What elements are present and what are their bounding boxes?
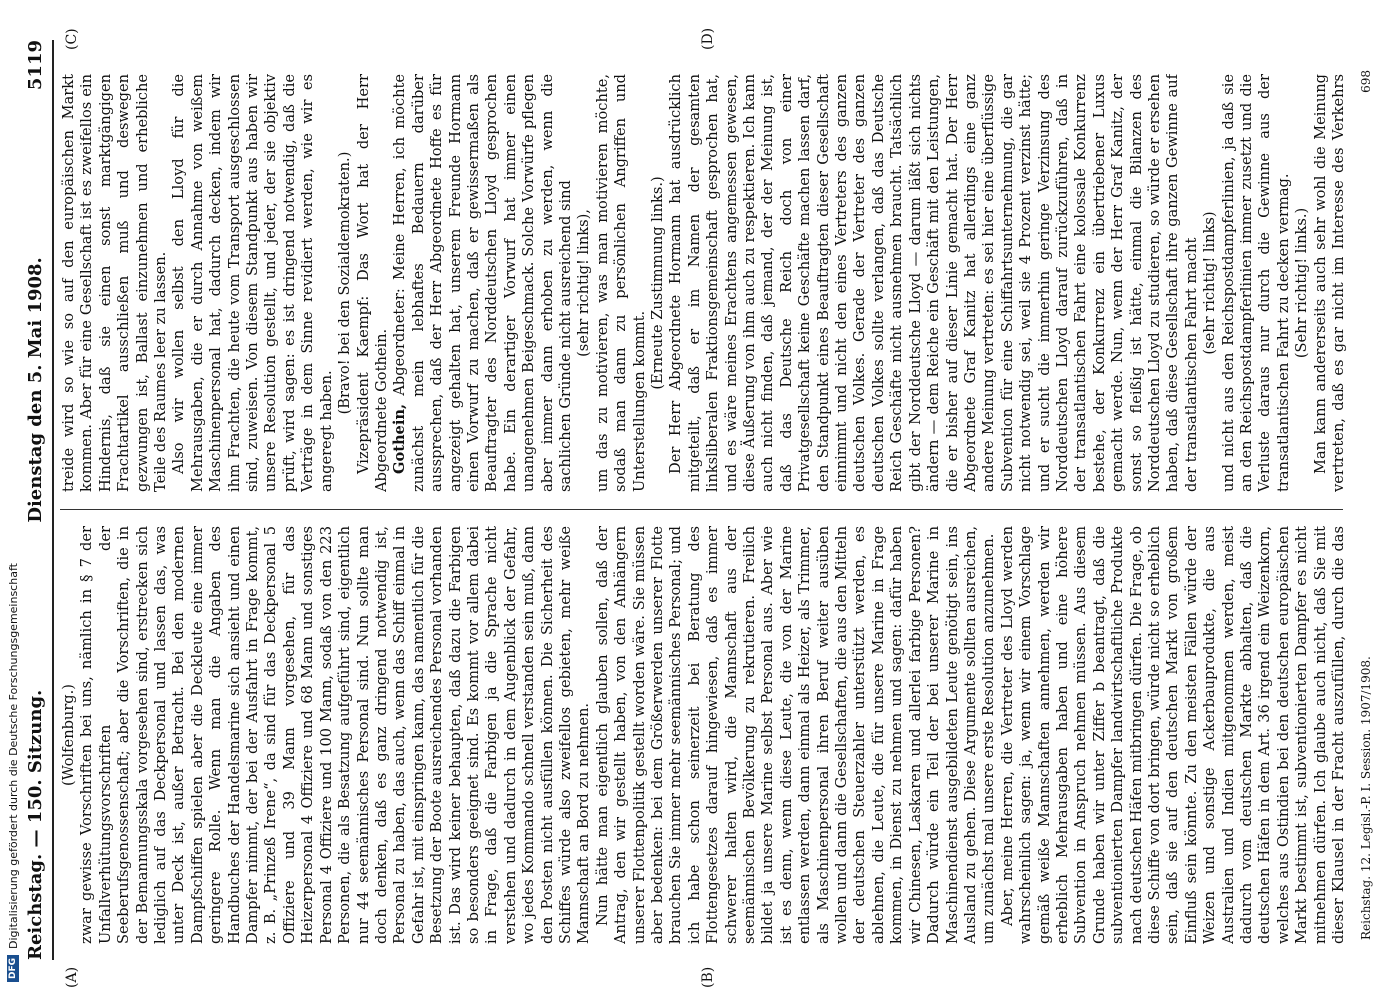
applause-note: (sehr richtig! links)	[1201, 211, 1219, 355]
footer-left: Reichstag. 12. Legisl.-P. I. Session. 1907/1908.	[1359, 656, 1373, 940]
applause-note: (sehr richtig! links),	[575, 209, 593, 357]
header-date: Dienstag den 5. Mai 1908.	[25, 257, 46, 523]
speaker-name: Gothein,	[391, 403, 409, 474]
applause-note: (Erneute Zustimmung links.)	[649, 176, 666, 390]
header-left: Reichstag. — 150. Sitzung.	[25, 689, 46, 960]
right-column	[60, 74, 1347, 492]
left-paragraph: Nun hätte man eigentlich glauben sollen, daß der Antrag, den wir gestellt haben, von den Anhängern unserer Flottenpolitik gestellt worden wäre. Sie müssen aber bedenken: bei dem Größerwerden unserer Flotte brauchen Sie immer mehr seemännisches Personal; und ich habe schon seinerzeit bei Beratung des Flottengesetzes darauf hingewiesen, daß es immer schwerer halten wird, die Mannschaft aus der seemännischen Bevölkerung zu rekrutieren. Freilich bildet ja unsere Marine selbst Personal aus. Aber wie ist es denn, wenn diese Leute, die von der Marine entlassen werden, dann einmal als Heizer, als Trimmer, als Maschinenpersonal ihren Beruf weiter ausüben wollen und dann die Gesellschaften, die aus den Mitteln der deutschen Steuerzahler unterstützt werden, es ablehnen, die Leute, die für unsere Marine in Frage kommen, in Dienst zu nehmen und sagen: dafür haben wir Chinesen, Laskaren und allerlei farbige Personen? Dadurch würde ein Teil der bei unserer Marine in Maschinendienst ausgebildeten Leute genötigt sein, ins Ausland zu gehen. Diese Argumente sollten ausreichen, um zunächst mal unsere erste Resolution anzunehmen.	[593, 526, 998, 944]
margin-letter-b: (B)	[700, 966, 716, 988]
right-paragraph: und nicht aus den Reichspostdampferlinien, ja daß sie an den Reichspostdampferlinien immer zusetzt und die Verluste daraus nur durch die Gewinne aus der transatlantischen Fahrt zu decken vermag.	[1219, 74, 1292, 492]
column-divider	[60, 509, 1343, 510]
digitization-credit	[4, 0, 22, 1000]
left-paragraph: zwar gewisse Vorschriften bei uns, nämlich in § 7 der Unfallverhütungsvorschriften der Seeberufsgenossenschaft; aber die Vorschriften, die in der Bemannungsskala vorgesehen sind, erstrecken sich lediglich auf das Deckpersonal und lassen das, was unter Deck ist, außer Betracht. Bei den modernen Dampfschiffen spielen aber die Deckleute eine immer geringere Rolle. Wenn man die Angaben des Handbuches der Handelsmarine sich ansieht und einen Dampfer nimmt, der bei der Ausfahrt in Frage kommt, z. B. „Prinzeß Irene“, da sind für das Deckpersonal 5 Offiziere und 39 Mann vorgesehen, für das Heizerpersonal 4 Offiziere und 68 Mann und sonstiges Personal 4 Offiziere und 100 Mann, sodaß von den 223 Personen, die als Besatzung aufgeführt sind, eigentlich nur 44 seemännisches Personal sind. Nun sollte man doch denken, daß es ganz dringend notwendig ist, Personal zu haben, das auch, wenn das Schiff einmal in Gefahr ist, mit einspringen kann, das namentlich für die Besetzung der Boote ausreichendes Personal vorhanden ist. Das wird keiner behaupten, daß dazu die Farbigen so besonders geeignet sind. Es kommt vor allem dabei in Frage, daß die Farbigen ja die Sprache nicht verstehen und dadurch in dem Augenblick der Gefahr, wo jedes Kommando schnell verstanden sein muß, dann den Posten nicht ausfüllen können. Die Sicherheit des Schiffes würde also zweifellos gebieten, mehr weiße Mannschaft an Bord zu nehmen.	[78, 526, 593, 944]
right-paragraph: Der Herr Abgeordnete Hormann hat ausdrücklich mitgeteilt, daß er im Namen der gesamten linksliberalen Fraktionsgemeinschaft gesprochen hat, und es wäre meines Erachtens angemessen gewesen, diese Äußerung von ihm auch zu respektieren. Ich kann auch nicht finden, daß jemand, der der Meinung ist, daß das Deutsche Reich doch von einer Privatgesellschaft keine Geschäfte machen lassen darf, den Standpunkt eines Beauftragten dieser Gesellschaft einnimmt und nicht den eines Vertreters des ganzen deutschen Volkes. Gerade der Vertreter des ganzen deutschen Volkes sollte verlangen, daß das Deutsche Reich Geschäfte nicht ausnehmen braucht. Tatsächlich gibt der Norddeutsche Lloyd — darum läßt sich nichts ändern — dem Reiche ein Geschäft mit den Leistungen, die er bisher auf dieser Linie gemacht hat. Der Herr Abgeordnete Graf Kanitz hat allerdings eine ganz andere Meinung vertreten: es sei hier eine überflüssige Subvention für eine Schiffahrtsunternehmung, die gar nicht notwendig sei, weil sie 4 Prozent verzinst hätte; und er sucht die immerhin geringe Verzinsung des Norddeutschen Lloyd darauf zurückzuführen, daß in der transatlantischen Fahrt eine kolossale Konkurrenz bestehe, der Konkurrenz ein übertriebener Luxus gemacht werde. Nun, wenn der Herr Graf Kanitz, der sonst so fleißig ist hätte, einmal die Bilanzen des Norddeutschen Lloyd zu studieren, so würde er ersehen haben, daß diese Gesellschaft ihre ganzen Gewinne auf der transatlantischen Fahrt macht	[667, 74, 1200, 492]
dfg-logo: DFG	[7, 955, 19, 982]
applause-note: (Bravo! bei den Sozialdemokraten.)	[336, 151, 354, 415]
margin-letter-a: (A)	[64, 966, 80, 988]
president-intro: Vizepräsident Kaempf: Das Wort hat der Herr Abgeordnete Gothein.	[354, 74, 390, 492]
right-paragraph: Man kann andererseits auch sehr wohl die Meinung vertreten, daß es gar nicht im Interesse des Verkehrs	[1311, 74, 1347, 492]
credit-text: Digitalisierung gefördert durch die Deutsche Forschungsgemeinschaft	[6, 563, 20, 949]
right-paragraph: Also wir wollen selbst den Lloyd für die Mehrausgaben, die er durch Annahme von weißem Maschinenpersonal hat, dadurch decken, indem wir ihm Frachten, die heute vom Transport ausgeschlossen sind, zuweisen. Von diesem Standpunkt aus haben wir unsere Resolution gestellt, und jeder, der sie objektiv prüft, wird sagen: es ist dringend notwendig, daß die Verträge in dem Sinne revidiert werden, wie wir es angeregt haben.	[170, 74, 335, 492]
right-paragraph: treide wird so wie so auf den europäischen Markt kommen. Aber für eine Gesellschaft ist es zweifellos ein Hindernis, daß sie einen sonst marktgängigen Frachtartikel ausschließen muß und deswegen gezwungen ist, Ballast einzunehmen und erhebliche Teile des Raumes leer zu lassen.	[60, 74, 170, 492]
left-column	[60, 526, 1347, 944]
margin-letter-d: (D)	[700, 27, 716, 50]
left-paragraph: Aber, meine Herren, die Vertreter des Lloyd werden wahrscheinlich sagen: ja, wenn wir einem Vorschlage gemäß weiße Mannschaften annehmen, werden wir erheblich Mehrausgaben haben und eine höhere Subvention in Anspruch nehmen müssen. Aus diesem Grunde haben wir unter Ziffer b beantragt, daß die subventionierten Dampfer landwirtschaftliche Produkte nach deutschen Häfen mitbringen dürfen. Die Frage, ob diese Schiffe von dort bringen, würde nicht so erheblich sein, daß sie auf den deutschen Markt von großem Einfluß sein könnte. Zu den meisten Fällen würde der Weizen und sonstige Ackerbauprodukte, die aus Australien und Indien mitgenommen werden, meist dadurch vom deutschen Markte abhalten, daß die deutschen Häfen in dem Art. 36 irgend ein Weizenkorn, welches aus Ostindien bei den deutschen europäischen Markt bestimmt ist, subventionierten Dampfer es nicht mitnehmen dürfen. Ich glaube auch nicht, daß Sie mit dieser Klausel in der Fracht auszufüllen, durch die das	[998, 526, 1347, 944]
gothein-text: Abgeordneter: Meine Herren, ich möchte zunächst mein lebhaftes Bedauern darüber aussprechen, daß der Herr Abgeordnete Hoffe es für angezeigt gehalten hat, unserem Freunde Hormann einen Vorwurf zu machen, daß er gewissermaßen als Beauftragter des Norddeutschen Lloyd gesprochen habe. Ein derartiger Vorwurf hat immer einen unangenehmen Beigeschmack. Solche Vorwürfe pflegen aber immer dann erhoben zu werden, wenn die sachlichen Gründe nicht ausreichend sind	[391, 74, 574, 492]
footer-page-code: 698	[1359, 70, 1373, 93]
page-number: 5119	[25, 40, 46, 91]
applause-note: (Sehr richtig! links.)	[1293, 207, 1311, 359]
right-paragraph: um das zu motivieren, was man motivieren möchte, sodaß man dann zu persönlichen Angriffen und Unterstellungen kommt.	[593, 74, 648, 492]
gothein-paragraph	[391, 74, 575, 492]
speaker-heading: (Wolfenburg.)	[60, 684, 77, 786]
margin-letter-c: (C)	[64, 28, 80, 50]
